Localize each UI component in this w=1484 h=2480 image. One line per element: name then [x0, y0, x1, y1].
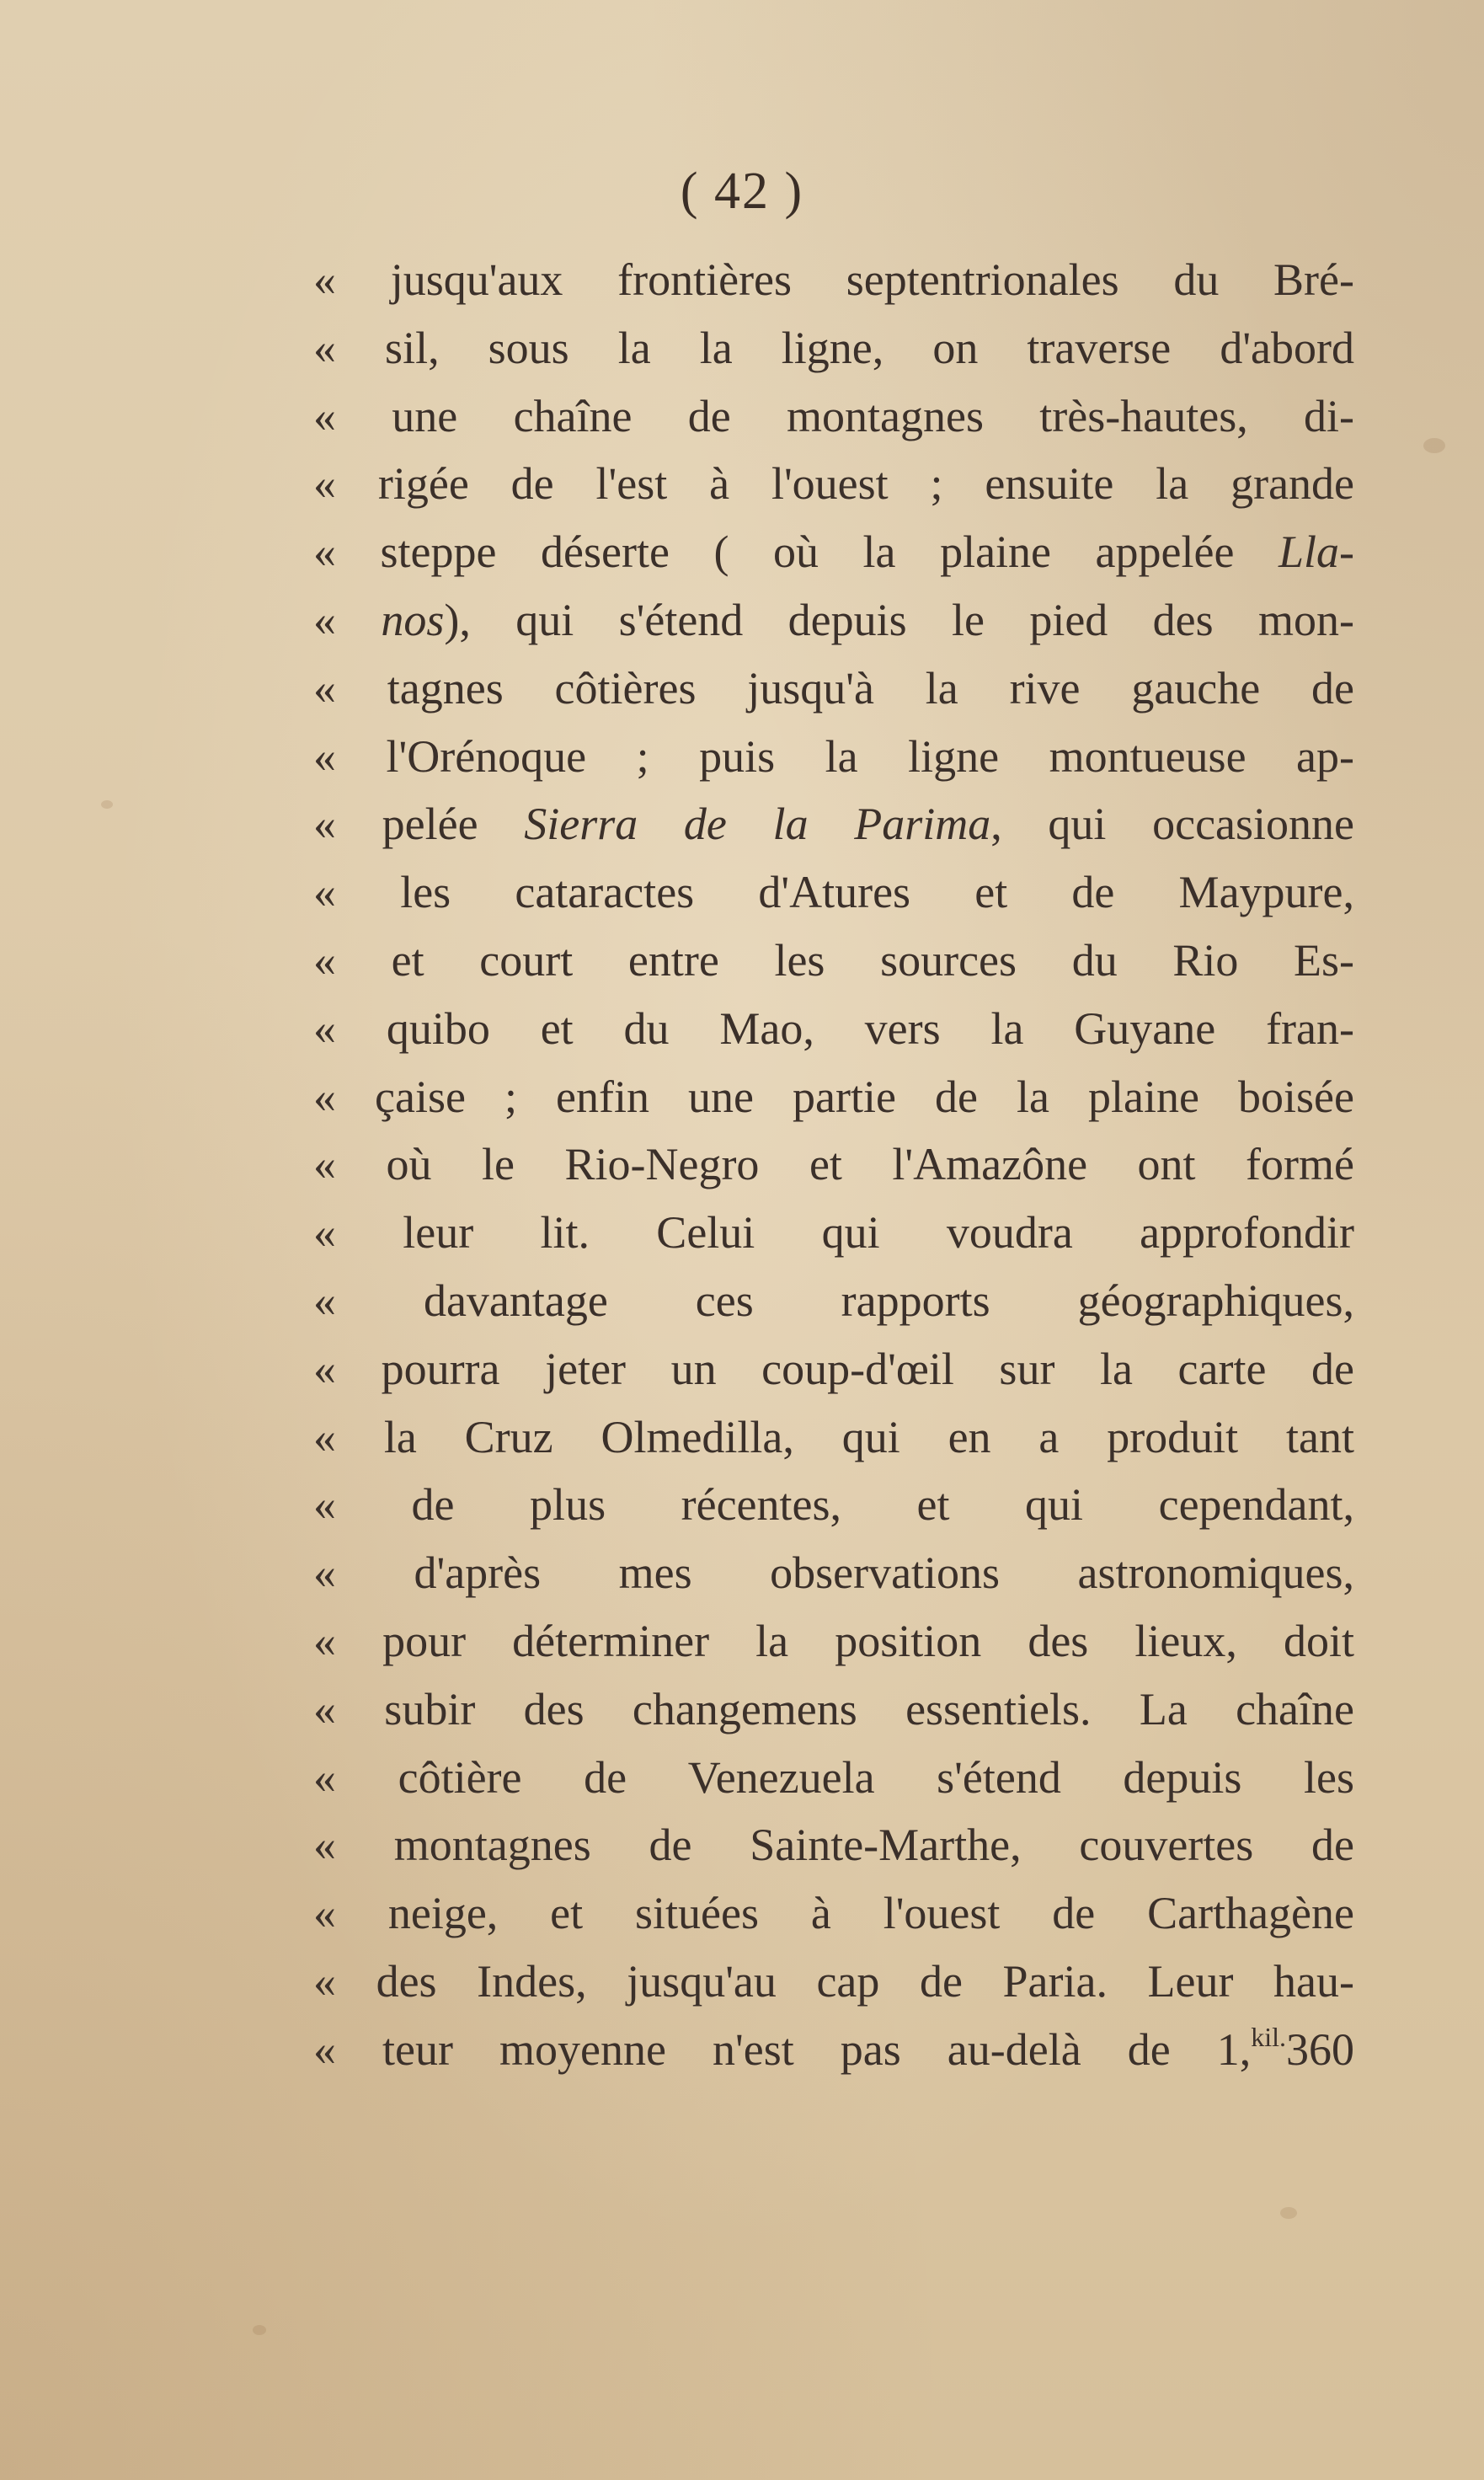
text-line: « où le Rio-Negro et l'Amazône ont formé: [313, 1139, 1354, 1190]
text-line: « pour déterminer la position des lieux, doit: [313, 1615, 1354, 1666]
text-segment: , qui occasionne: [990, 799, 1354, 850]
text-segment: « pelée: [313, 799, 525, 850]
text-line: « d'après mes observations astronomiques,: [313, 1547, 1354, 1599]
italic-text: nos: [381, 594, 445, 645]
text-line: « des Indes, jusqu'au cap de Paria. Leur hau-: [313, 1955, 1354, 2007]
italic-text: Sierra de la Parima: [524, 799, 991, 850]
text-line: « montagnes de Sainte-Marthe, couvertes de: [313, 1820, 1354, 1871]
italic-text: Lla-: [1278, 526, 1354, 578]
text-line: [313, 790, 1354, 858]
text-line: « subir des changemens essentiels. La chaîne: [313, 1683, 1354, 1734]
text-line: « rigée de l'est à l'ouest ; ensuite la grande: [313, 458, 1354, 510]
text-line: « une chaîne de montagnes très-hautes, di-: [313, 390, 1354, 441]
text-line: « côtière de Venezuela s'étend depuis les: [313, 1751, 1354, 1803]
text-line: « de plus récentes, et qui cependant,: [313, 1479, 1354, 1531]
text-line: « neige, et situées à l'ouest de Carthagène: [313, 1888, 1354, 1939]
text-segment: 360: [1286, 2023, 1354, 2075]
page-number: ( 42 ): [680, 163, 804, 220]
text-line: « pourra jeter un coup-d'œil sur la carte de: [313, 1343, 1354, 1394]
text-line: « çaise ; enfin une partie de la plaine boisée: [313, 1071, 1354, 1122]
text-segment: « steppe déserte ( où la plaine appelée: [313, 526, 1278, 578]
text-segment: «: [313, 594, 382, 645]
body-text: [313, 246, 1354, 2084]
text-segment: ), qui s'étend depuis le pied des mon-: [444, 594, 1354, 645]
text-segment: « teur moyenne n'est pas au-delà de 1,: [313, 2023, 1252, 2075]
text-line: « l'Orénoque ; puis la ligne montueuse ap-: [313, 730, 1354, 782]
text-line: « tagnes côtières jusqu'à la rive gauche de: [313, 662, 1354, 714]
text-line: « sil, sous la la ligne, on traverse d'abord: [313, 322, 1354, 373]
paper-stain: [1423, 438, 1445, 453]
text-line: « leur lit. Celui qui voudra approfondir: [313, 1207, 1354, 1259]
text-line: [313, 2016, 1354, 2084]
text-line: « et court entre les sources du Rio Es-: [313, 934, 1354, 986]
text-line: « davantage ces rapports géographiques,: [313, 1275, 1354, 1326]
superscript-text: kil.: [1251, 2021, 1286, 2052]
text-line: [313, 586, 1354, 655]
paper-stain: [101, 800, 113, 809]
paper-stain: [1280, 2207, 1297, 2219]
text-line: « jusqu'aux frontières septentrionales du Bré-: [313, 254, 1354, 305]
paper-stain: [253, 2325, 266, 2335]
text-line: « les cataractes d'Atures et de Maypure,: [313, 867, 1354, 918]
text-line: « la Cruz Olmedilla, qui en a produit tant: [313, 1411, 1354, 1462]
text-line: [313, 518, 1354, 586]
text-line: « quibo et du Mao, vers la Guyane fran-: [313, 1002, 1354, 1054]
